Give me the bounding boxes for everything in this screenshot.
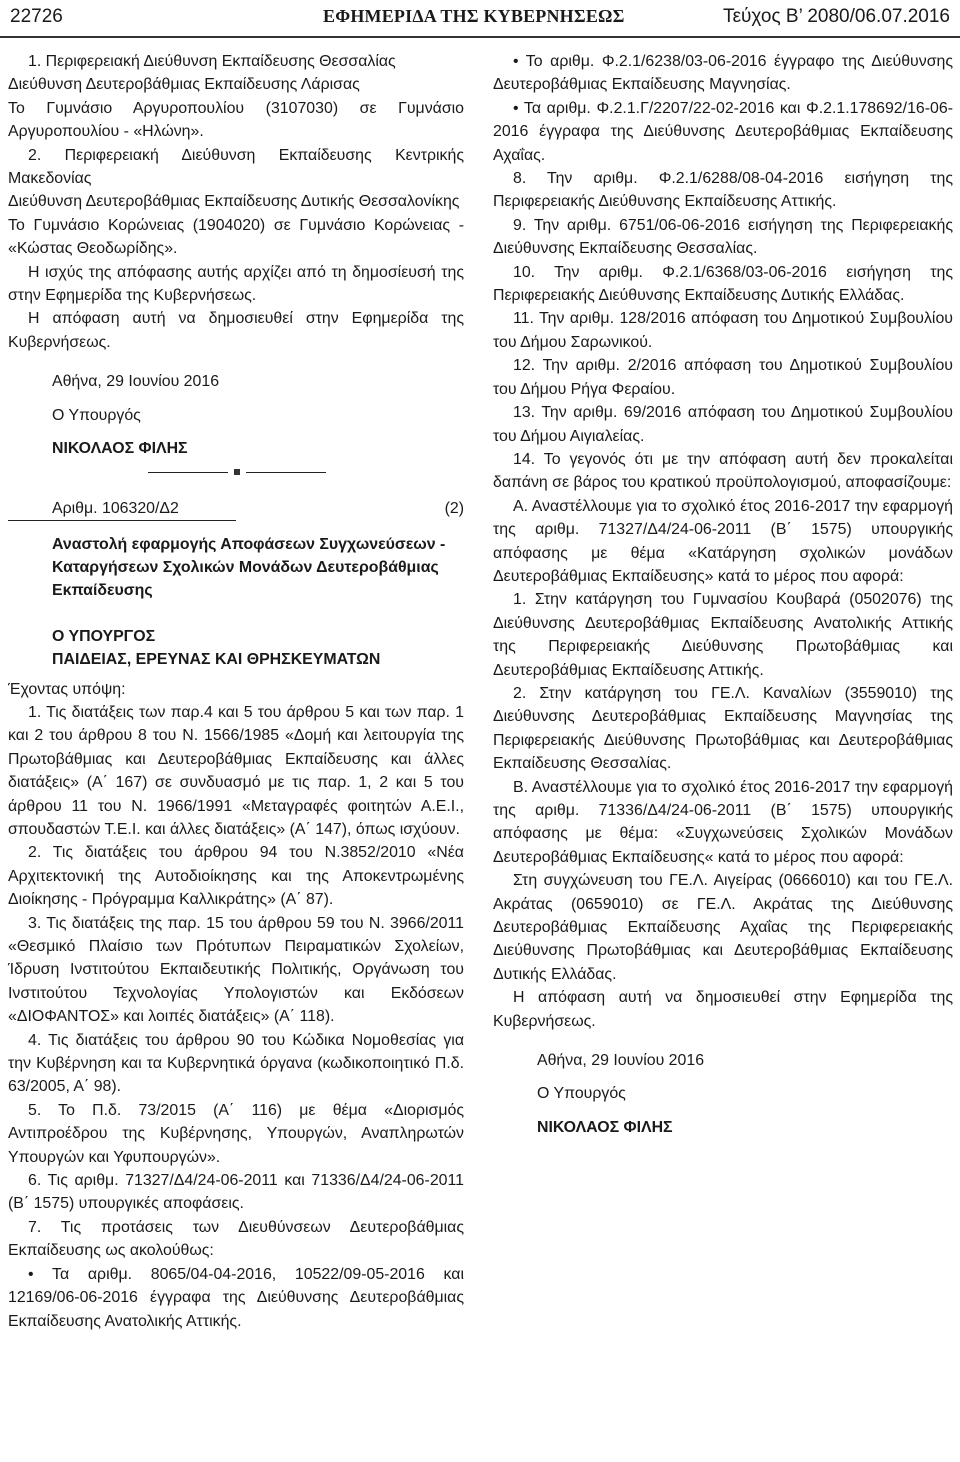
item2-directorate: Διεύθυνση Δευτεροβάθμιας Εκπαίδευσης Δυτικής Θεσσαλονίκης	[8, 193, 460, 211]
consideration-9: 9. Την αριθμ. 6751/06-06-2016 εισήγηση της Περιφερειακής Διεύθυνσης Εκπαίδευσης Θεσσαλίας.	[493, 216, 953, 258]
issue-info: Τεύχος Β’ 2080/06.07.2016	[723, 6, 950, 27]
consideration-2: 2. Τις διατάξεις του άρθρου 94 του Ν.3852/2010 «Νέα Αρχιτεκτονική της Αυτοδιοίκησης και της Αποκεντρωμένης Διοίκησης - Πρόγραμμα Καλλικράτης» (Α΄ 87).	[8, 844, 464, 909]
item1-directorate: Διεύθυνση Δευτεροβάθμιας Εκπαίδευσης Λάρισας	[8, 76, 360, 94]
having-regard: Έχοντας υπόψη:	[8, 680, 126, 698]
validity-paragraph: Η ισχύς της απόφασης αυτής αρχίζει από τη δημοσίευσή της στην Εφημερίδα της Κυβερνήσεως.	[8, 263, 464, 305]
page-header	[0, 0, 960, 34]
consideration-11: 11. Την αριθμ. 128/2016 απόφαση του Δημοτικού Συμβουλίου του Δήμου Σαρωνικού.	[493, 310, 953, 351]
consideration-1: 1. Τις διατάξεις των παρ.4 και 5 του άρθρου 5 και των παρ. 1 και 2 του άρθρου 8 του Ν. 1566/1985 «Δομή και λειτουργία της Πρωτοβάθμιας και Δευτεροβάθμιας Εκπαίδευσης και άλλες διατάξεις» (Α΄ 167) σε συνδυασμό με τις παρ. 1, 2 και 5 του άρθρου 11 του Ν. 1966/1991 «Μεταγραφές φοιτητών Α.Ε.Ι., σπουδαστών Τ.Ε.Ι. και άλλες διατάξεις» (Α΄ 147), όπως ισχύουν.	[8, 703, 464, 838]
decision-number-line	[8, 497, 464, 523]
consideration-5: 5. Το Π.δ. 73/2015 (Α΄ 116) με θέμα «Διορισμός Αντιπροέδρου της Κυβέρνησης, Υπουργών, Αναπληρωτών Υπουργών και Υφυπουργών».	[8, 1101, 464, 1166]
left-column	[8, 50, 464, 1333]
decision-title: Αναστολή εφαρμογής Αποφάσεων Συγχωνεύσεων - Καταργήσεων Σχολικών Μονάδων Δευτεροβάθμιας Εκπαίδευσης	[52, 535, 446, 600]
decision-number: Αριθμ. 106320/Δ2	[52, 499, 179, 517]
right-column	[493, 50, 953, 1139]
signature-place-date-right: Αθήνα, 29 Ιουνίου 2016	[537, 1052, 705, 1070]
consideration-7: 7. Τις προτάσεις των Διευθύνσεων Δευτεροβάθμιας Εκπαίδευσης ως ακολούθως:	[8, 1218, 464, 1260]
section-b-item: Στη συγχώνευση του ΓΕ.Λ. Αιγείρας (0666010) και του ΓΕ.Λ. Ακράτας (0659010) σε ΓΕ.Λ. Ακράτας της Διεύθυνσης Δευτεροβάθμιας Εκπαίδευσης Αχαΐας της Περιφερειακής Διεύθυνσης Πρωτοβάθμιας και Δευτεροβάθμιας Εκπαίδευσης Δυτικής Ελλάδας.	[493, 872, 953, 983]
bullet-magnesia: • Το αριθμ. Φ.2.1/6238/03-06-2016 έγγραφο της Διεύθυνσης Δευτεροβάθμιας Εκπαίδευσης Μαγνησίας.	[493, 53, 953, 94]
item1-school: Το Γυμνάσιο Αργυροπουλίου (3107030) σε Γυμνάσιο Αργυροπουλίου - «Ηλώνη».	[8, 99, 464, 141]
signature-place-date: Αθήνα, 29 Ιουνίου 2016	[52, 373, 220, 391]
page-number: 22726	[10, 6, 63, 27]
signature-role: Ο Υπουργός	[52, 406, 141, 424]
consideration-3: 3. Τις διατάξεις της παρ. 15 του άρθρου 59 του Ν. 3966/2011 «Θεσμικό Πλαίσιο των Πρότυπων Πειραματικών Σχολείων, Ίδρυση Ινστιτούτου Εκπαιδευτικής Πολιτικής, Οργάνωση του Ινστιτούτου Τεχνολογίας Υπολογιστών και Εκδόσεων «ΔΙΟΦΑΝΤΟΣ» και λοιπές διατάξεις» (Α΄ 118).	[8, 914, 464, 1026]
section-b: Β. Αναστέλλουμε για το σχολικό έτος 2016-2017 την εφαρμογή της αριθμ. 71336/Δ4/24-06-2011 (Β΄ 1575) υπουργικής απόφασης με θέμα: «Συγχωνεύσεις Σχολικών Μονάδων Δευτεροβάθμιας Εκπαίδευσης« κατά το μέρος που αφορά:	[493, 778, 953, 866]
item2-school: Το Γυμνάσιο Κορώνειας (1904020) σε Γυμνάσιο Κορώνειας - «Κώστας Θεοδωρίδης».	[8, 216, 464, 258]
section-a-item-1: 1. Στην κατάργηση του Γυμνασίου Κουβαρά (0502076) της Διεύθυνσης Δευτεροβάθμιας Εκπαίδευσης Ανατολικής Αττικής της Περιφερειακής Διεύθυνσης Πρωτοβάθμιας και Δευτεροβάθμιας Εκπαίδευσης Αττικής.	[493, 591, 953, 679]
signature-name: ΝΙΚΟΛΑΟΣ ΦΙΛΗΣ	[52, 440, 188, 458]
consideration-13: 13. Την αριθμ. 69/2016 απόφαση του Δημοτικού Συμβουλίου του Δήμου Αιγιαλείας.	[493, 404, 953, 445]
consideration-6: 6. Τις αριθμ. 71327/Δ4/24-06-2011 και 71336/Δ4/24-06-2011 (Β΄ 1575) υπουργικές αποφάσεις.	[8, 1172, 464, 1213]
consideration-8: 8. Την αριθμ. Φ.2.1/6288/08-04-2016 εισήγηση της Περιφερειακής Διεύθυνσης Εκπαίδευσης Αττικής.	[493, 170, 953, 211]
section-a: Α. Αναστέλλουμε για το σχολικό έτος 2016-2017 την εφαρμογή της αριθμ. 71327/Δ4/24-06-2011 (Β΄ 1575) υπουργικής απόφασης με θέμα «Κατάργηση σχολικών μονάδων Δευτεροβάθμιας Εκπαίδευσης» κατά το μέρος που αφορά:	[493, 497, 953, 585]
header-rule	[0, 36, 960, 38]
decision-tag: (2)	[444, 499, 464, 517]
section-separator	[8, 461, 464, 491]
minister-heading: Ο ΥΠΟΥΡΓΟΣ	[52, 627, 156, 645]
consideration-4: 4. Τις διατάξεις του άρθρου 90 του Κώδικα Νομοθεσίας για την Κυβέρνηση και τα Κυβερνητικά όργανα (κωδικοποιητικό Π.δ. 63/2005, Α΄ 98).	[8, 1031, 464, 1096]
consideration-14: 14. Το γεγονός ότι με την απόφαση αυτή δεν προκαλείται δαπάνη σε βάρος του κρατικού προϋπολογισμού, αποφασίζουμε:	[493, 450, 953, 492]
signature-name-right: ΝΙΚΟΛΑΟΣ ΦΙΛΗΣ	[537, 1118, 673, 1136]
publish-paragraph-right: Η απόφαση αυτή να δημοσιευθεί στην Εφημερίδα της Κυβερνήσεως.	[493, 989, 953, 1030]
gazette-title: ΕΦΗΜΕΡΙΔΑ ΤΗΣ ΚΥΒΕΡΝΗΣΕΩΣ	[323, 6, 625, 26]
bullet-achaia: • Τα αριθμ. Φ.2.1.Γ/2207/22-02-2016 και Φ.2.1.178692/16-06-2016 έγγραφα της Διεύθυνσης Δευτεροβάθμιας Εκπαίδευσης Αχαΐας.	[493, 99, 953, 164]
item1-region: 1. Περιφερειακή Διεύθυνση Εκπαίδευσης Θεσσαλίας	[28, 53, 396, 70]
item2-region: 2. Περιφερειακή Διεύθυνση Εκπαίδευσης Κεντρικής Μακεδονίας	[8, 146, 464, 188]
consideration-12: 12. Την αριθμ. 2/2016 απόφαση του Δημοτικού Συμβουλίου του Δήμου Ρήγα Φεραίου.	[493, 357, 953, 398]
publish-paragraph: Η απόφαση αυτή να δημοσιευθεί στην Εφημερίδα της Κυβερνήσεως.	[8, 310, 464, 351]
bullet-east-attica: • Τα αριθμ. 8065/04-04-2016, 10522/09-05-2016 και 12169/06-06-2016 έγγραφα της Διεύθυνσης Δευτεροβάθμιας Εκπαίδευσης Ανατολικής Αττικής.	[8, 1265, 464, 1330]
signature-role-right: Ο Υπουργός	[537, 1085, 626, 1103]
section-a-item-2: 2. Στην κατάργηση του ΓΕ.Λ. Καναλίων (3559010) της Διεύθυνσης Δευτεροβάθμιας Εκπαίδευσης Μαγνησίας της Περιφερειακής Διεύθυνσης Πρωτοβάθμιας και Δευτεροβάθμιας Εκπαίδευσης Θεσσαλίας.	[493, 684, 953, 773]
ministry-heading: ΠΑΙΔΕΙΑΣ, ΕΡΕΥΝΑΣ ΚΑΙ ΘΡΗΣΚΕΥΜΑΤΩΝ	[52, 651, 381, 669]
consideration-10: 10. Την αριθμ. Φ.2.1/6368/03-06-2016 εισήγηση της Περιφερειακής Διεύθυνσης Εκπαίδευσης Δυτικής Ελλάδας.	[493, 263, 953, 305]
